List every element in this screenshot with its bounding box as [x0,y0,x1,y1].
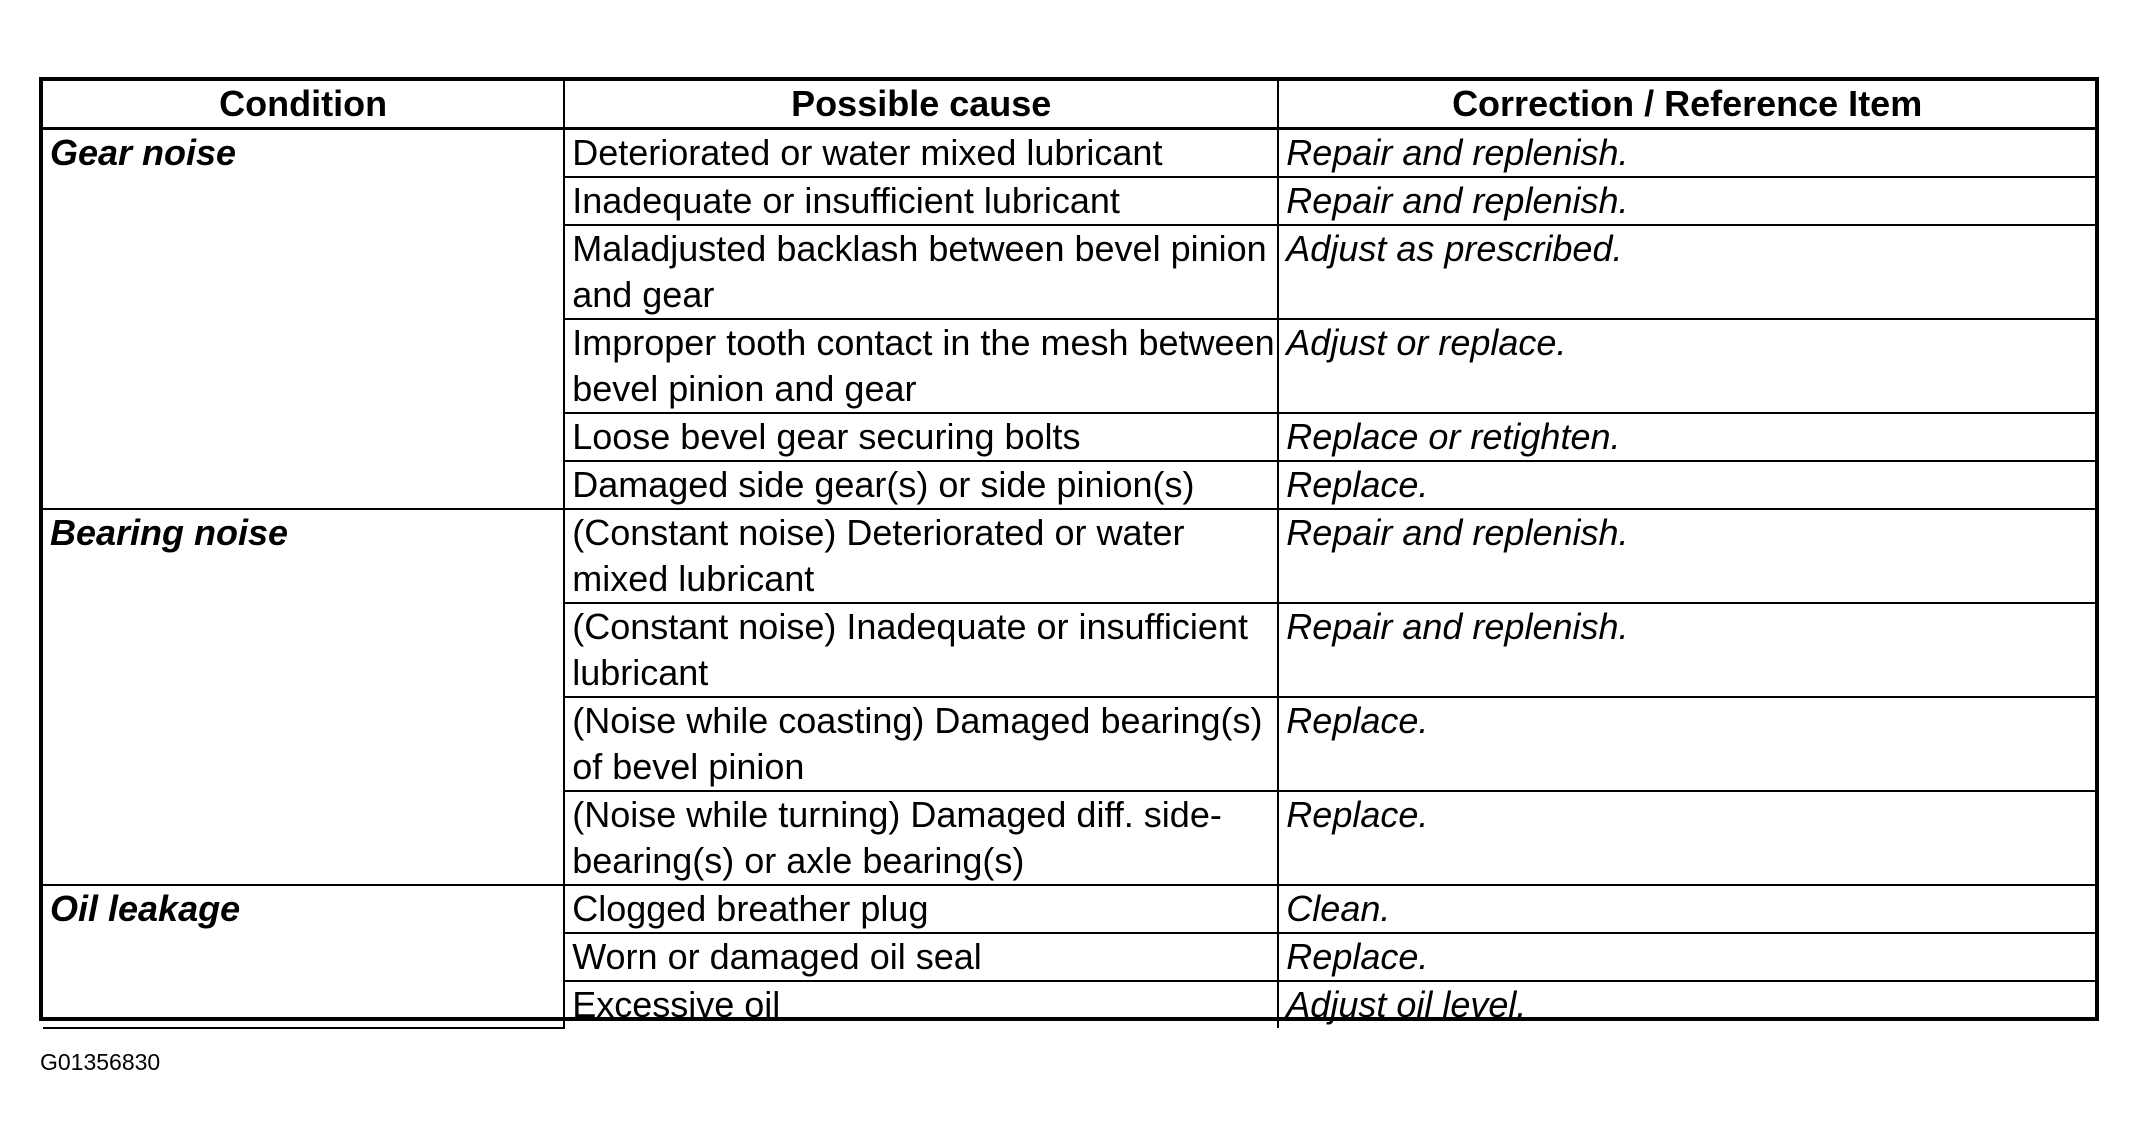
table-row [43,509,2095,603]
condition-bearing-noise: Bearing noise [43,509,564,885]
correction-cell: Replace or retighten. [1278,413,2095,461]
header-correction: Correction / Reference Item [1278,81,2095,129]
cause-cell: Worn or damaged oil seal [564,933,1278,981]
cause-cell: Deteriorated or water mixed lubricant [564,129,1278,178]
figure-id: G01356830 [40,1049,161,1075]
correction-cell: Repair and replenish. [1278,129,2095,178]
table-row [43,885,2095,933]
correction-cell: Clean. [1278,885,2095,933]
cause-cell: Inadequate or insufficient lubricant [564,177,1278,225]
cause-cell: Improper tooth contact in the mesh between bevel pinion and gear [564,319,1278,413]
cause-cell: (Noise while turning) Damaged diff. side-bearing(s) or axle bearing(s) [564,791,1278,885]
condition-gear-noise: Gear noise [43,129,564,510]
correction-cell: Replace. [1278,697,2095,791]
cause-cell: Damaged side gear(s) or side pinion(s) [564,461,1278,509]
correction-cell: Adjust or replace. [1278,319,2095,413]
cause-cell: Maladjusted backlash between bevel pinion and gear [564,225,1278,319]
correction-cell: Repair and replenish. [1278,177,2095,225]
troubleshooting-table-frame [39,77,2099,1025]
troubleshooting-table [43,81,2095,1029]
cause-cell: (Constant noise) Deteriorated or water mixed lubricant [564,509,1278,603]
correction-cell: Replace. [1278,791,2095,885]
correction-cell: Repair and replenish. [1278,509,2095,603]
cause-cell: (Constant noise) Inadequate or insufficient lubricant [564,603,1278,697]
correction-cell: Repair and replenish. [1278,603,2095,697]
cause-cell: Loose bevel gear securing bolts [564,413,1278,461]
correction-cell: Replace. [1278,933,2095,981]
header-condition: Condition [43,81,564,129]
table-header-row [43,81,2095,129]
correction-cell: Replace. [1278,461,2095,509]
condition-oil-leakage: Oil leakage [43,885,564,1028]
cause-cell: Excessive oil [564,981,1278,1028]
table-row [43,129,2095,178]
correction-cell: Adjust oil level. [1278,981,2095,1028]
cause-cell: (Noise while coasting) Damaged bearing(s) of bevel pinion [564,697,1278,791]
header-possible-cause: Possible cause [564,81,1278,129]
cause-cell: Clogged breather plug [564,885,1278,933]
correction-cell: Adjust as prescribed. [1278,225,2095,319]
